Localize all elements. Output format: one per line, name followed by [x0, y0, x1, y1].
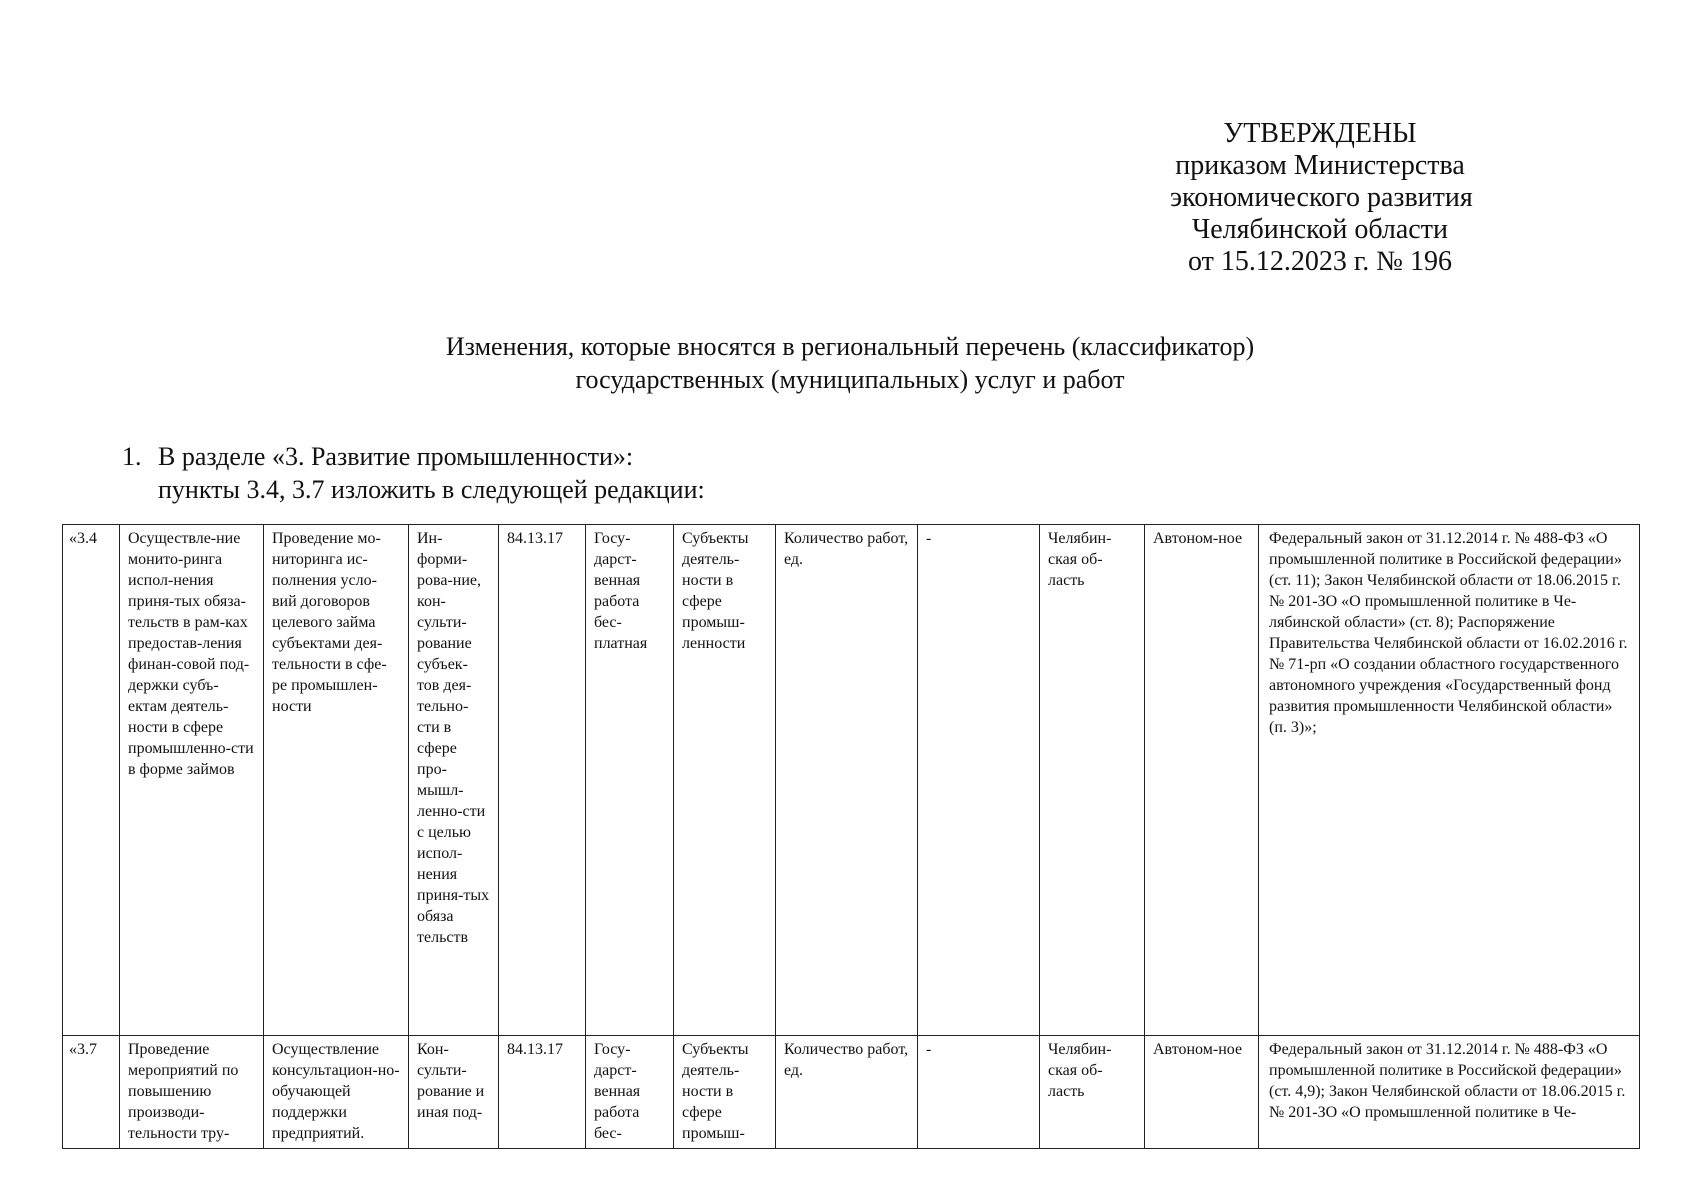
cell-work-type: Госу-дарст-венная работа бес-платная — [586, 525, 674, 1036]
cell-service-content: Проведение мо-ниторинга ис-полнения усло-вий договоров целевого займа субъектами дея-тельности в сфе-ре промышлен-ности — [264, 525, 409, 1036]
cell-okved-code — [499, 1036, 586, 1149]
cell-institution-type: Автоном-ное — [1145, 525, 1259, 1036]
cell-text: Кон-сульти-рование и иная под- — [417, 1041, 485, 1121]
cell-text: Челябин-ская об-ласть — [1048, 1041, 1112, 1100]
cell-indicator-extra — [918, 1036, 1040, 1149]
section-number: 1. — [122, 442, 142, 471]
cell-service-content — [264, 1036, 409, 1149]
cell-service-name: Осуществле-ние монито-ринга испол-нения приня-тых обяза-тельств в рам-ках предостав-ления финан-совой под-держки субъ-ектам деятель-ности в сфере промышленно-сти в форме займов — [120, 525, 264, 1036]
cell-text: 84.13.17 — [507, 1041, 563, 1058]
cell-institution-type — [1145, 1036, 1259, 1149]
cell-text: Автоном-ное — [1153, 1041, 1243, 1058]
cell-level: Челябин-ская об-ласть — [1040, 525, 1145, 1036]
document-title — [300, 330, 1400, 396]
title-line: государственных (муниципальных) услуг и работ — [575, 365, 1125, 394]
cell-indicator — [776, 1036, 918, 1149]
cell-legal-basis: Федеральный закон от 31.12.2014 г. № 488-ФЗ «О промышленной политике в Российской федерации» (ст. 11); Закон Челябинской области от 18.06.2015 г. № 201-ЗО «О промышленной политике в Че-лябинской области» (ст. 8); Распоряжение Правительства Челябинской области от 16.02.2016 г. № 71-рп «О создании областного государственного автономного учреждения «Государственный фонд развития промышленности Челябинской области» (п. 3)»; — [1259, 525, 1640, 1036]
cell-text: Федеральный закон от 31.12.2014 г. № 488-ФЗ «О промышленной политике в Российской федерации» (ст. 4,9); Закон Челябинской области от 18.06.2015 г. № 201-ЗО «О промышленной политике в Че- — [1269, 1041, 1626, 1121]
approval-line: приказом Министерства — [1175, 150, 1465, 181]
cell-number — [63, 1036, 120, 1149]
approval-line: экономического развития — [1170, 182, 1473, 213]
cell-text: Госу-дарст-венная работа бес- — [594, 1041, 641, 1142]
cell-service-name — [120, 1036, 264, 1149]
cell-indicator-extra: - — [918, 525, 1040, 1036]
cell-text: - — [926, 1041, 932, 1058]
cell-indicator: Количество работ, ед. — [776, 525, 918, 1036]
cell-number: «3.4 — [63, 525, 120, 1036]
approval-stamp — [1170, 118, 1473, 278]
title-line: Изменения, которые вносятся в региональный перечень (классификатор) — [445, 332, 1255, 361]
table-row — [63, 525, 1640, 1036]
cell-okved-code: 84.13.17 — [499, 525, 586, 1036]
cell-work-type — [586, 1036, 674, 1149]
cell-level — [1040, 1036, 1145, 1149]
table-row — [63, 1036, 1640, 1149]
cell-consumers: Субъекты деятель-ности в сфере промыш-ленности — [674, 525, 776, 1036]
cell-text: Субъекты деятель-ности в сфере промыш- — [682, 1041, 749, 1142]
section-heading — [122, 440, 705, 506]
registry-table — [62, 524, 1640, 1149]
approval-date: от 15.12.2023 г. № 196 — [1188, 246, 1452, 277]
cell-activity-kind — [409, 1036, 499, 1149]
cell-text: Проведение мероприятий по повышению производи-тельности тру- — [128, 1041, 239, 1142]
section-title: В разделе «3. Развитие промышленности»: — [158, 442, 634, 471]
section-instruction: пункты 3.4, 3.7 изложить в следующей редакции: — [158, 475, 705, 504]
cell-legal-basis — [1259, 1036, 1640, 1149]
approval-line: Челябинской области — [1192, 214, 1448, 245]
cell-text: Осуществление консультацион-но-обучающей поддержки предприятий. — [272, 1041, 400, 1142]
approval-heading: УТВЕРЖДЕНЫ — [1223, 118, 1417, 149]
cell-activity-kind: Ин-форми-рова-ние, кон-сульти-рование субъек-тов дея-тельно-сти в сфере про-мышл-ленно-сти с целью испол-нения приня-тых обяза тельств — [409, 525, 499, 1036]
cell-text: «3.7 — [69, 1041, 97, 1058]
cell-text: Количество работ, ед. — [784, 1041, 909, 1079]
cell-consumers — [674, 1036, 776, 1149]
